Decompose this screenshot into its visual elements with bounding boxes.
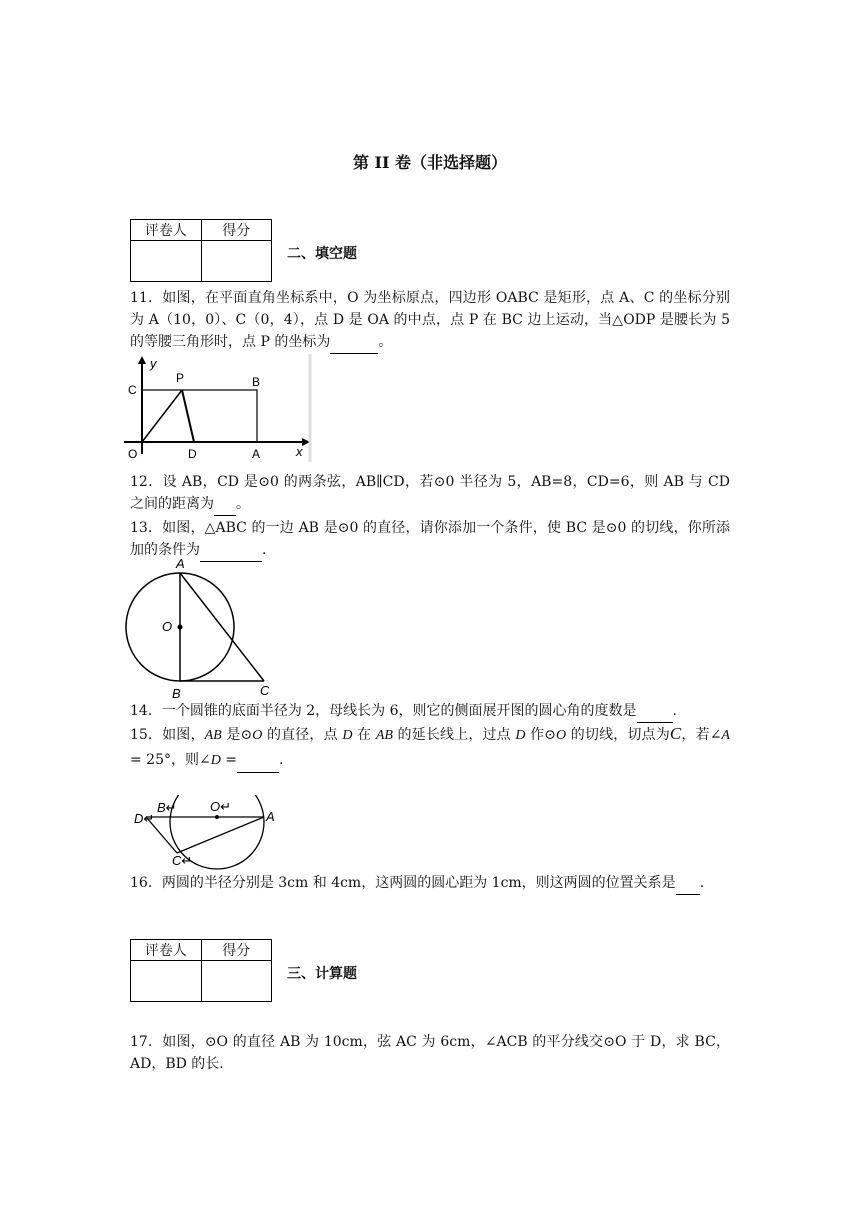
answer-blank	[237, 748, 279, 773]
question-11: 11．如图，在平面直角坐标系中，O 为坐标原点，四边形 OABC 是矩形，点 A、C 的坐标分别为 A（10，0）、C（0，4），点 D 是 OA 的中点，点 P 在 BC 边上运动，当△ODP 是腰长为 5 的等腰三角形时，点 P 的坐标为 。	[130, 287, 730, 354]
question-13-text: 13．如图，△ABC 的一边 AB 是⊙0 的直径，请你添加一个条件，使 BC 是⊙0 的切线，你所添加的条件为	[130, 520, 730, 558]
question-16-text: 16．两圆的半径分别是 3cm 和 4cm，这两圆的圆心距为 1cm，则这两圆的位置关系是	[130, 875, 676, 891]
label-x-axis: x	[296, 444, 303, 459]
section-title-fill-in: 二、填空题	[287, 246, 357, 262]
score-table-cell-grader	[131, 961, 202, 1002]
question-14: 14．一个圆锥的底面半径为 2，母线长为 6，则它的侧面展开图的圆心角的度数是 .	[130, 700, 730, 723]
label-C: C	[128, 383, 137, 397]
question-17: 17．如图，⊙O 的直径 AB 为 10cm，弦 AC 为 6cm，∠ACB 的平分线交⊙O 于 D，求 BC，AD，BD 的长.	[130, 1034, 730, 1072]
figure-coordinate-rectangle	[124, 354, 314, 462]
label-B: B↵	[157, 800, 177, 815]
question-12-text: 12．设 AB，CD 是⊙0 的两条弦，AB∥CD，若⊙0 半径为 5，AB=8，CD=6，则 AB 与 CD 之间的距离为	[130, 474, 730, 512]
question-12: 12．设 AB，CD 是⊙0 的两条弦，AB∥CD，若⊙0 半径为 5，AB=8，CD=6，则 AB 与 CD 之间的距离为 。	[130, 471, 730, 516]
figure-circle-secant	[130, 795, 290, 870]
score-table	[130, 939, 272, 1002]
label-A: A	[266, 809, 275, 824]
label-A: A	[176, 556, 185, 571]
label-D: D	[188, 447, 197, 461]
label-O: O	[162, 619, 173, 634]
label-A: A	[252, 447, 261, 461]
label-O: O↵	[210, 799, 232, 814]
score-table	[130, 219, 272, 282]
question-15: 15．如图，AB 是⊙O 的直径，点 D 在 AB 的延长线上，过点 D 作⊙O 的切线，切点为C，若∠A = 25°，则∠D = .	[130, 722, 730, 773]
part-title: 第 II 卷（非选择题）	[352, 153, 508, 172]
answer-blank	[214, 493, 236, 516]
label-O: O	[128, 447, 138, 461]
answer-blank	[676, 872, 700, 895]
score-table-cell-score	[201, 961, 272, 1002]
label-C: C↵	[172, 853, 193, 868]
question-16: 16．两圆的半径分别是 3cm 和 4cm，这两圆的圆心距为 1cm，则这两圆的位置关系是 .	[130, 872, 730, 895]
label-B: B	[172, 686, 181, 701]
answer-blank	[330, 331, 378, 354]
label-B: B	[252, 375, 261, 389]
label-P: P	[176, 371, 185, 385]
figure-circle-tangent	[124, 556, 284, 702]
section-title-calculation: 三、计算题	[287, 966, 357, 982]
label-y-axis: y	[150, 356, 157, 371]
question-13: 13．如图，△ABC 的一边 AB 是⊙0 的直径，请你添加一个条件，使 BC 是⊙0 的切线，你所添加的条件为 .	[130, 517, 730, 562]
score-table-header-score: 得分	[201, 940, 272, 961]
answer-blank	[637, 700, 673, 723]
label-C: C	[260, 683, 270, 698]
question-11-text: 11．如图，在平面直角坐标系中，O 为坐标原点，四边形 OABC 是矩形，点 A、C 的坐标分别为 A（10，0）、C（0，4），点 D 是 OA 的中点，点 P 在 BC 边上运动，当△ODP 是腰长为 5 的等腰三角形时，点 P 的坐标为	[130, 290, 730, 350]
score-table-cell-score	[201, 241, 272, 282]
score-table-cell-grader	[131, 241, 202, 282]
score-table-header-score: 得分	[201, 220, 272, 241]
label-D: D↵	[134, 811, 155, 826]
score-table-header-grader: 评卷人	[131, 940, 202, 961]
question-14-text: 14．一个圆锥的底面半径为 2，母线长为 6，则它的侧面展开图的圆心角的度数是	[130, 703, 637, 719]
score-table-header-grader: 评卷人	[131, 220, 202, 241]
